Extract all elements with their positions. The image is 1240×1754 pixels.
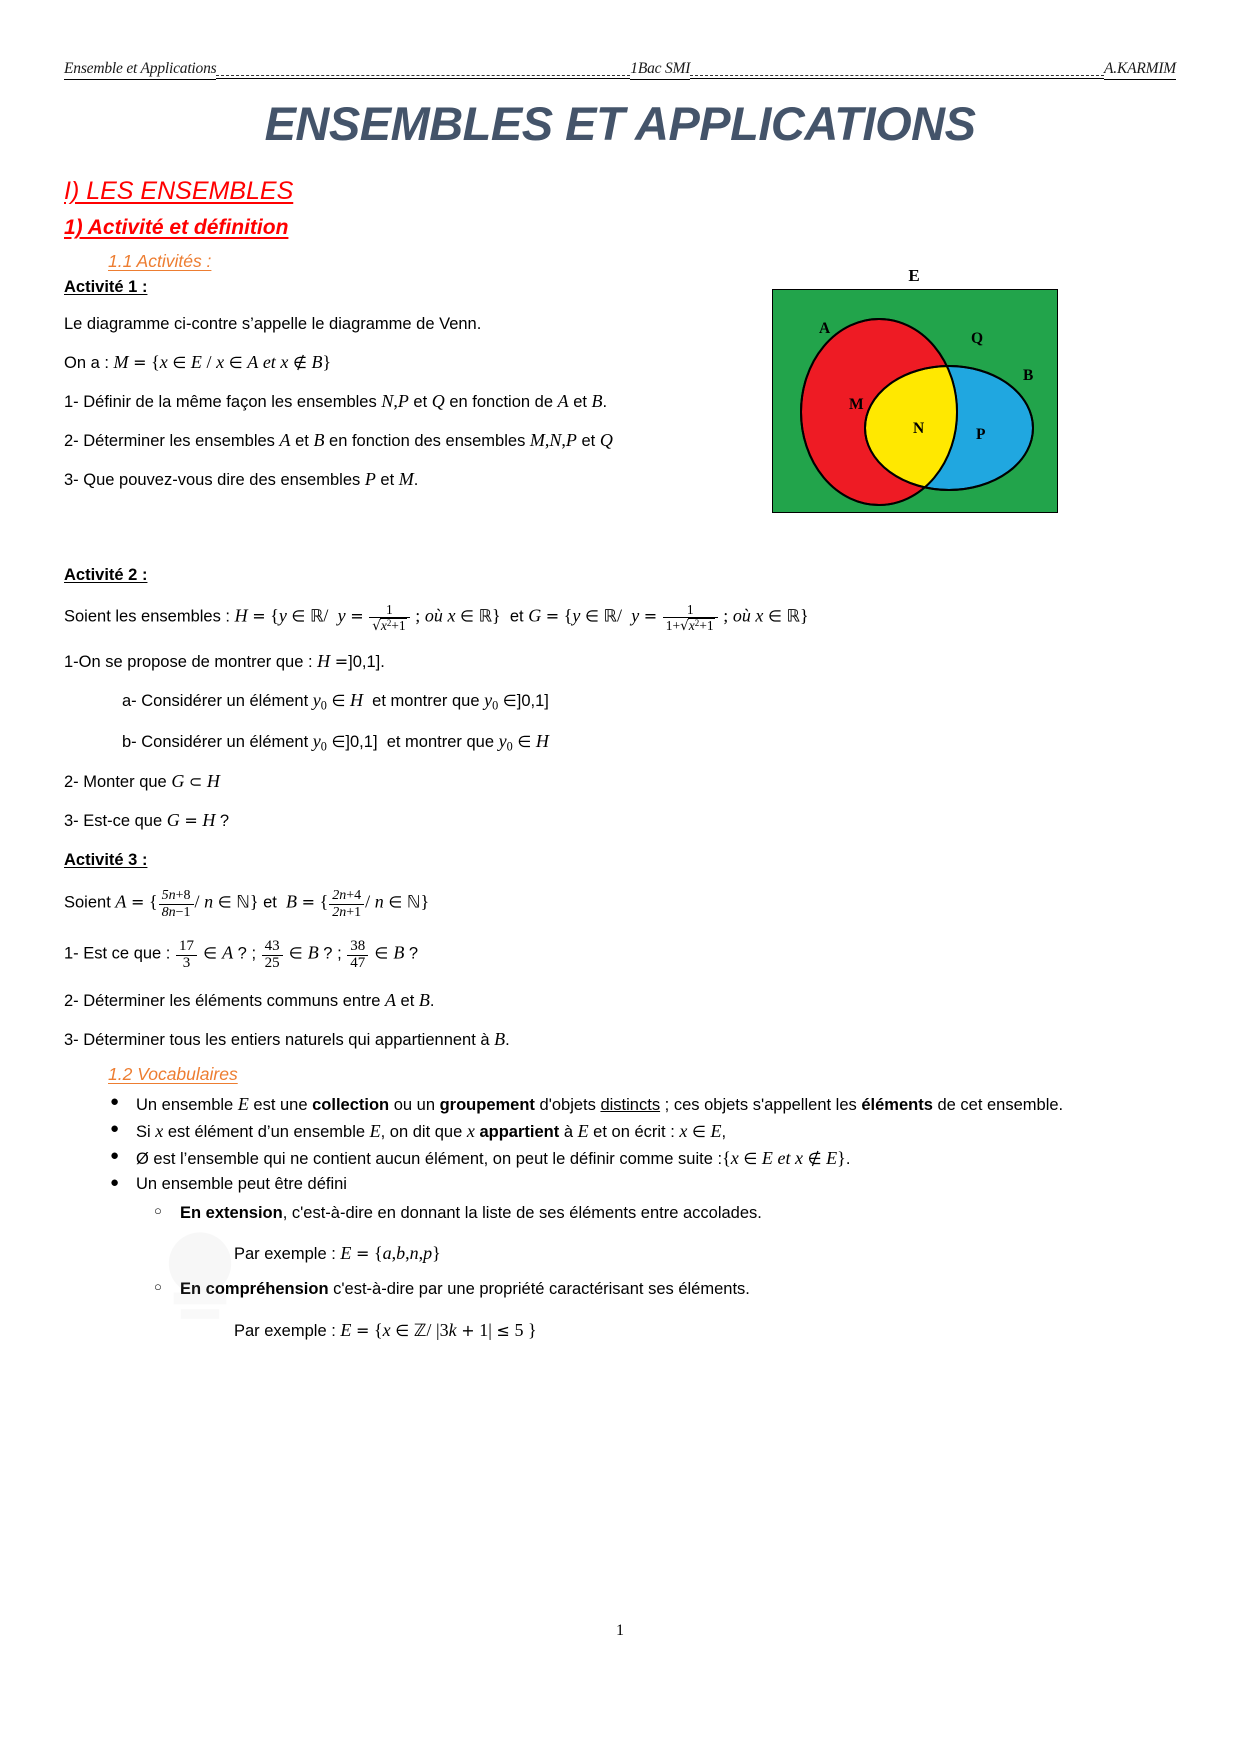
activity-1-question-2: 2- Déterminer les ensembles A et B en fonction des ensembles M,N,P et Q bbox=[64, 429, 613, 450]
list-item bbox=[154, 1203, 1176, 1265]
list-item bbox=[154, 1279, 1176, 1342]
bullet-dot-icon: ● bbox=[110, 1174, 120, 1192]
activity-3-intro-prefix: Soient bbox=[64, 893, 116, 912]
running-header bbox=[64, 58, 1176, 80]
list-item bbox=[110, 1174, 1176, 1342]
venn-label-b: B bbox=[1023, 367, 1034, 384]
sub-item-2-example-prefix: Par exemple : bbox=[234, 1321, 341, 1340]
activity-1-question-1: 1- Définir de la même façon les ensembles N,P et Q en fonction de A et B. bbox=[64, 390, 608, 411]
subsection-heading-activite-definition: 1) Activité et définition bbox=[64, 216, 289, 239]
venn-shapes bbox=[773, 290, 1057, 512]
header-right-text: A.KARMIM bbox=[1104, 60, 1176, 80]
venn-label-universe: E bbox=[908, 266, 920, 285]
activity-1-question-3: 3- Que pouvez-vous dire des ensembles P et M. bbox=[64, 468, 419, 489]
activity-3-question-2: 2- Déterminer les éléments communs entre A et B. bbox=[64, 989, 435, 1010]
page-title: ENSEMBLES ET APPLICATIONS bbox=[264, 97, 976, 150]
activity-2-question-1a: a- Considérer un élément $y_0$ ∈ H et montrer que $y_0$ ∈]0,1] bbox=[122, 690, 549, 713]
header-center-text: 1Bac SMI bbox=[630, 60, 690, 80]
activity-2-block bbox=[64, 562, 1176, 831]
venn-universe-rectangle bbox=[772, 289, 1058, 513]
activity-3-q1-prefix: 1- Est ce que : bbox=[64, 944, 175, 963]
venn-label-p: P bbox=[976, 426, 986, 443]
activity-2-label: Activité 2 : bbox=[64, 565, 148, 584]
fraction-G: $\frac{1}{1+√x^2+1}$ bbox=[663, 603, 718, 634]
fraction-A: $\frac{5n+8}{8n-1}$ bbox=[159, 888, 194, 921]
list-item bbox=[110, 1147, 1176, 1170]
activity-1-line-1: Le diagramme ci-contre s’appelle le diagramme de Venn. bbox=[64, 315, 482, 333]
venn-label-a: A bbox=[819, 320, 831, 337]
bullet-dot-icon: ● bbox=[110, 1147, 120, 1165]
subsection-heading-wrap bbox=[64, 208, 1176, 242]
activity-3-question-3: 3- Déterminer tous les entiers naturels qui appartiennent à B. bbox=[64, 1028, 510, 1049]
page-number: 1 bbox=[616, 1622, 624, 1639]
subsub-heading-activites: 1.1 Activités : bbox=[108, 251, 212, 271]
vocab-text-4: Un ensemble peut être défini bbox=[136, 1175, 347, 1194]
activity-3-block bbox=[64, 847, 1176, 1050]
vocab-text-1: Un ensemble E est une collection ou un groupement d'objets distincts ; ces objets s'appellent les éléments de cet ensemble. bbox=[136, 1093, 1064, 1114]
list-item bbox=[110, 1092, 1176, 1116]
activity-2-intro-prefix: Soient les ensembles : bbox=[64, 607, 235, 626]
vocabulary-list bbox=[64, 1093, 1176, 1343]
bullet-circle-icon: ○ bbox=[154, 1279, 162, 1295]
header-dash-left bbox=[216, 64, 630, 79]
sub-item-1-rest: , c'est-à-dire en donnant la liste de ses éléments entre accolades. bbox=[282, 1204, 762, 1223]
vocab-heading-wrap bbox=[64, 1050, 1176, 1087]
activity-2-definition-line: Soient les ensembles : H = {y ∈ ℝ/ y = $\frac{1}{√x^2+1}$ ; où x ∈ ℝ} et G = {y ∈ ℝ/ y = $\frac{1}{1+√x^2+1}$ ; où x ∈ ℝ} bbox=[64, 601, 809, 635]
sub-item-1-example: Par exemple : E = {a,b,n,p} bbox=[234, 1243, 441, 1264]
sub-item-2-rest: c'est-à-dire par une propriété caractérisant ses éléments. bbox=[328, 1280, 750, 1299]
sub-item-2-example: Par exemple : E = {x ∈ ℤ/ |3k + 1| ≤ 5 } bbox=[234, 1319, 537, 1341]
fraction-17-3: $\frac{17}{3}$ bbox=[176, 939, 197, 972]
venn-label-q: Q bbox=[971, 330, 984, 347]
vocabulary-sub-list bbox=[136, 1203, 1176, 1342]
fraction-38-47: $\frac{38}{47}$ bbox=[347, 939, 368, 972]
vocab-text-3: Ø est l’ensemble qui ne contient aucun élément, on peut le définir comme suite :{x ∈ E et x ∉ E}. bbox=[136, 1148, 851, 1169]
activity-2-question-3: 3- Est-ce que G = H ? bbox=[64, 810, 230, 831]
math-M: M bbox=[113, 351, 129, 372]
bullet-dot-icon: ● bbox=[110, 1092, 120, 1110]
sub-item-1-bold: En extension bbox=[180, 1204, 283, 1223]
fraction-H: $\frac{1}{√x^2+1}$ bbox=[369, 603, 409, 634]
activity-2-question-1: 1-On se propose de montrer que : H =]0,1]. bbox=[64, 651, 385, 672]
activity-1-label: Activité 1 : bbox=[64, 278, 148, 296]
activity-2-question-1b: b- Considérer un élément $y_0$ ∈]0,1] et montrer que $y_0$ ∈ H bbox=[122, 730, 549, 754]
page-content bbox=[64, 58, 1176, 1356]
venn-label-n: N bbox=[913, 420, 925, 437]
subsub-heading-vocabulaires: 1.2 Vocabulaires bbox=[108, 1063, 238, 1084]
venn-diagram bbox=[772, 266, 1062, 513]
header-dash-right bbox=[690, 64, 1104, 79]
section-heading-wrap bbox=[64, 151, 1176, 208]
activity-3-question-1: 1- Est ce que : $\frac{17}{3}$ ∈ A ? ; $\frac{43}{25}$ ∈ B ? ; $\frac{38}{47}$ ∈ B ? bbox=[64, 938, 419, 971]
activity-3-definition-line: Soient A = { $\frac{5n+8}{8n-1}$ / n ∈ ℕ} et B = { $\frac{2n+4}{2n+1}$ / n ∈ ℕ} bbox=[64, 888, 430, 921]
activity-1-line-2: On a : M = {x ∈ E / x ∈ A et x ∉ B} bbox=[64, 351, 332, 372]
fraction-B: $\frac{2n+4}{2n+1}$ bbox=[329, 888, 364, 921]
list-item bbox=[110, 1119, 1176, 1143]
venn-label-m: M bbox=[849, 396, 864, 413]
header-left-text: Ensemble et Applications bbox=[64, 60, 216, 80]
activity-3-label: Activité 3 : bbox=[64, 851, 148, 870]
sub-item-2-bold: En compréhension bbox=[180, 1280, 329, 1299]
vocab-text-2: Si x est élément d’un ensemble E, on dit que x appartient à E et on écrit : x ∈ E, bbox=[136, 1120, 727, 1141]
bullet-circle-icon: ○ bbox=[154, 1203, 162, 1219]
activity-1-line-2-prefix: On a : bbox=[64, 353, 114, 372]
bullet-dot-icon: ● bbox=[110, 1119, 120, 1137]
fraction-43-25: $\frac{43}{25}$ bbox=[262, 939, 283, 972]
sub-item-1-example-prefix: Par exemple : bbox=[234, 1245, 341, 1264]
activity-2-question-2: 2- Monter que G ⊂ H bbox=[64, 771, 220, 792]
section-heading-les-ensembles: I) LES ENSEMBLES bbox=[64, 177, 294, 205]
